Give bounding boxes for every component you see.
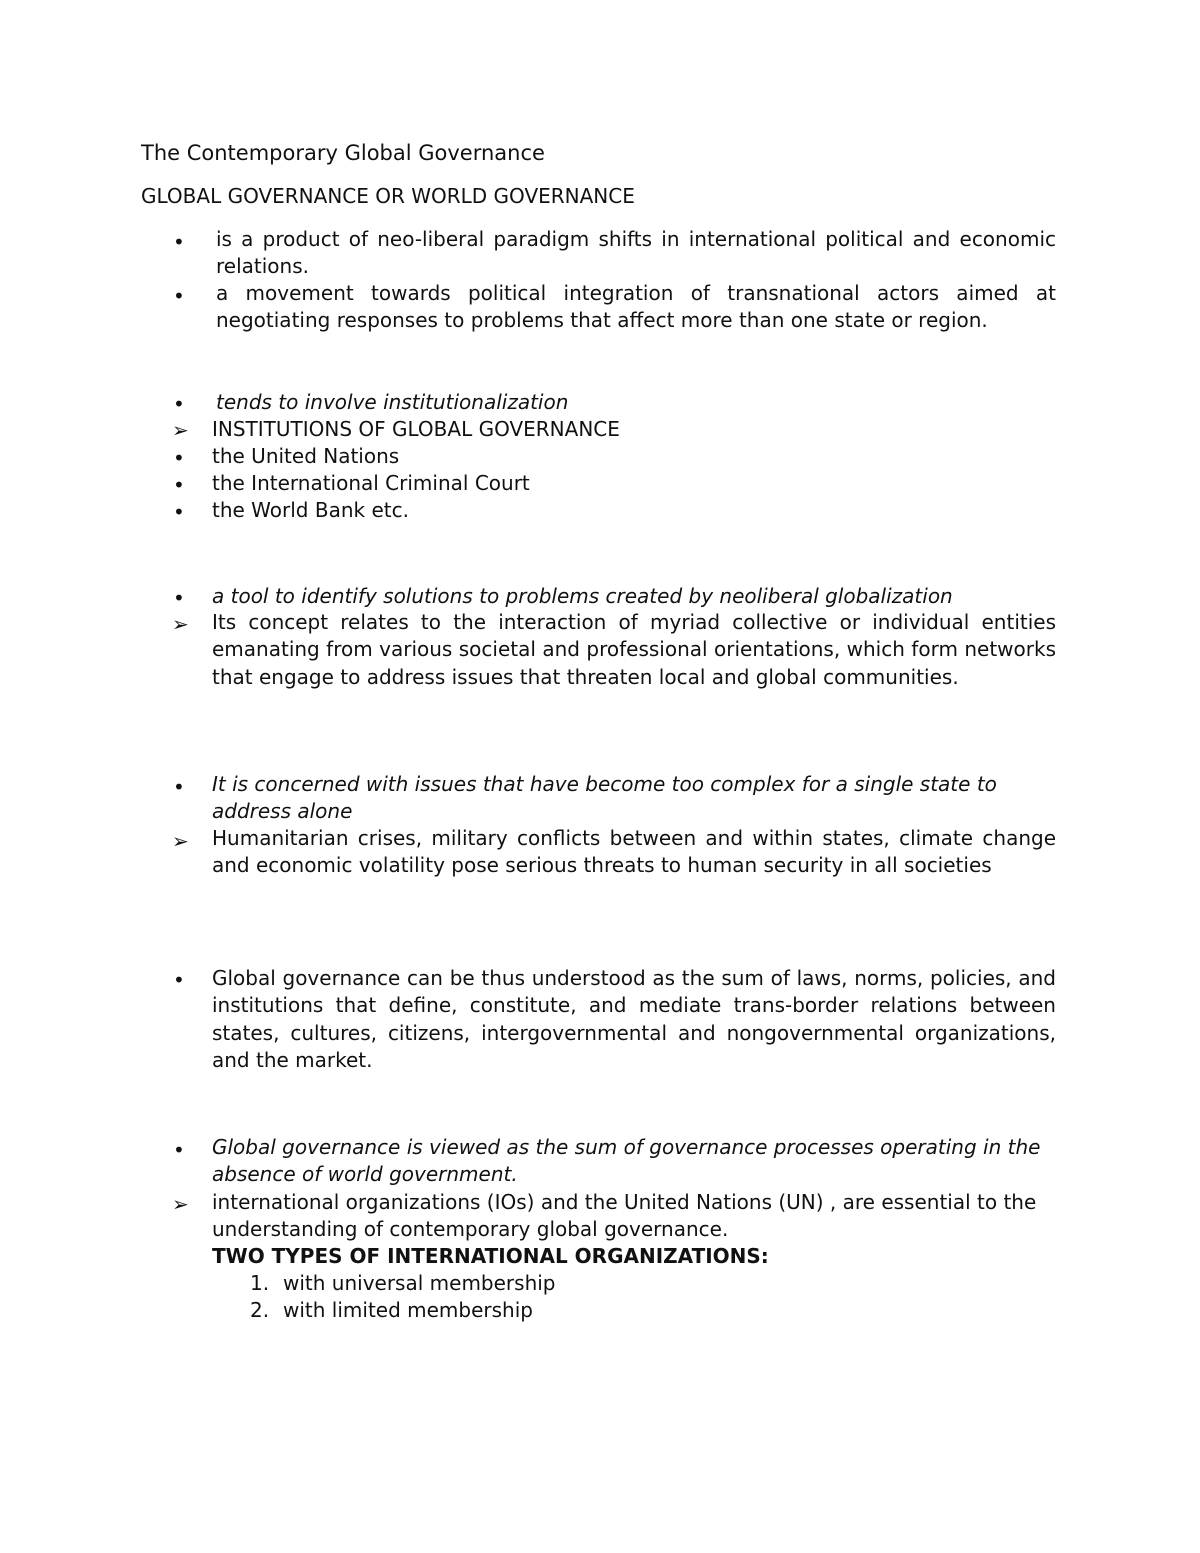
bullet-icon: •	[173, 968, 185, 992]
list-item: It is concerned with issues that have become too complex for a single state to address alone	[212, 772, 997, 824]
bullet-icon: •	[173, 500, 185, 524]
arrow-bullet-icon: ➢	[172, 418, 189, 442]
list-number: 1.	[250, 1271, 270, 1295]
list-item: the International Criminal Court	[212, 471, 530, 495]
arrow-bullet-icon: ➢	[172, 612, 189, 636]
institutions-heading: INSTITUTIONS OF GLOBAL GOVERNANCE	[212, 417, 620, 441]
bullet-icon: •	[173, 392, 185, 416]
list-item: the World Bank etc.	[212, 498, 409, 522]
bullet-icon: •	[173, 586, 185, 610]
page-title: The Contemporary Global Governance	[141, 141, 545, 165]
list-item: Global governance is viewed as the sum of governance processes operating in the absence of world government.	[212, 1135, 1041, 1187]
bullet-icon: •	[173, 775, 185, 799]
list-item: with universal membership	[283, 1271, 556, 1295]
list-item: is a product of neo-liberal paradigm shifts in international political and economic relations.	[216, 227, 1056, 279]
bullet-icon: •	[173, 284, 185, 308]
list-number: 2.	[250, 1298, 270, 1322]
list-item: international organizations (IOs) and the United Nations (UN) , are essential to the understanding of contemporary global governance.	[212, 1190, 1037, 1242]
list-item: a movement towards political integration of transnational actors aimed at negotiating responses to problems that affect more than one state or region.	[216, 281, 1056, 333]
list-item: Its concept relates to the interaction of myriad collective or individual entities emanating from various societal and professional orientations, which form networks that engage to address issues that threaten local and global communities.	[212, 610, 1056, 689]
section-heading: GLOBAL GOVERNANCE OR WORLD GOVERNANCE	[141, 184, 635, 208]
arrow-bullet-icon: ➢	[172, 829, 189, 853]
list-item: Humanitarian crises, military conflicts between and within states, climate change and economic volatility pose serious threats to human security in all societies	[212, 826, 1056, 878]
bullet-icon: •	[173, 1138, 185, 1162]
list-item: with limited membership	[283, 1298, 533, 1322]
bullet-icon: •	[173, 473, 185, 497]
list-item: Global governance can be thus understood as the sum of laws, norms, policies, and institutions that define, constitute, and mediate trans-border relations between states, cultures, citizens, intergovernmental and nongovernmental organizations, and the market.	[212, 966, 1056, 1072]
list-item: tends to involve institutionalization	[216, 390, 569, 414]
arrow-bullet-icon: ➢	[172, 1192, 189, 1216]
list-item: a tool to identify solutions to problems created by neoliberal globalization	[212, 584, 953, 608]
bullet-icon: •	[173, 230, 185, 254]
list-item: the United Nations	[212, 444, 400, 468]
bullet-icon: •	[173, 446, 185, 470]
types-heading: TWO TYPES OF INTERNATIONAL ORGANIZATIONS:	[212, 1244, 769, 1268]
